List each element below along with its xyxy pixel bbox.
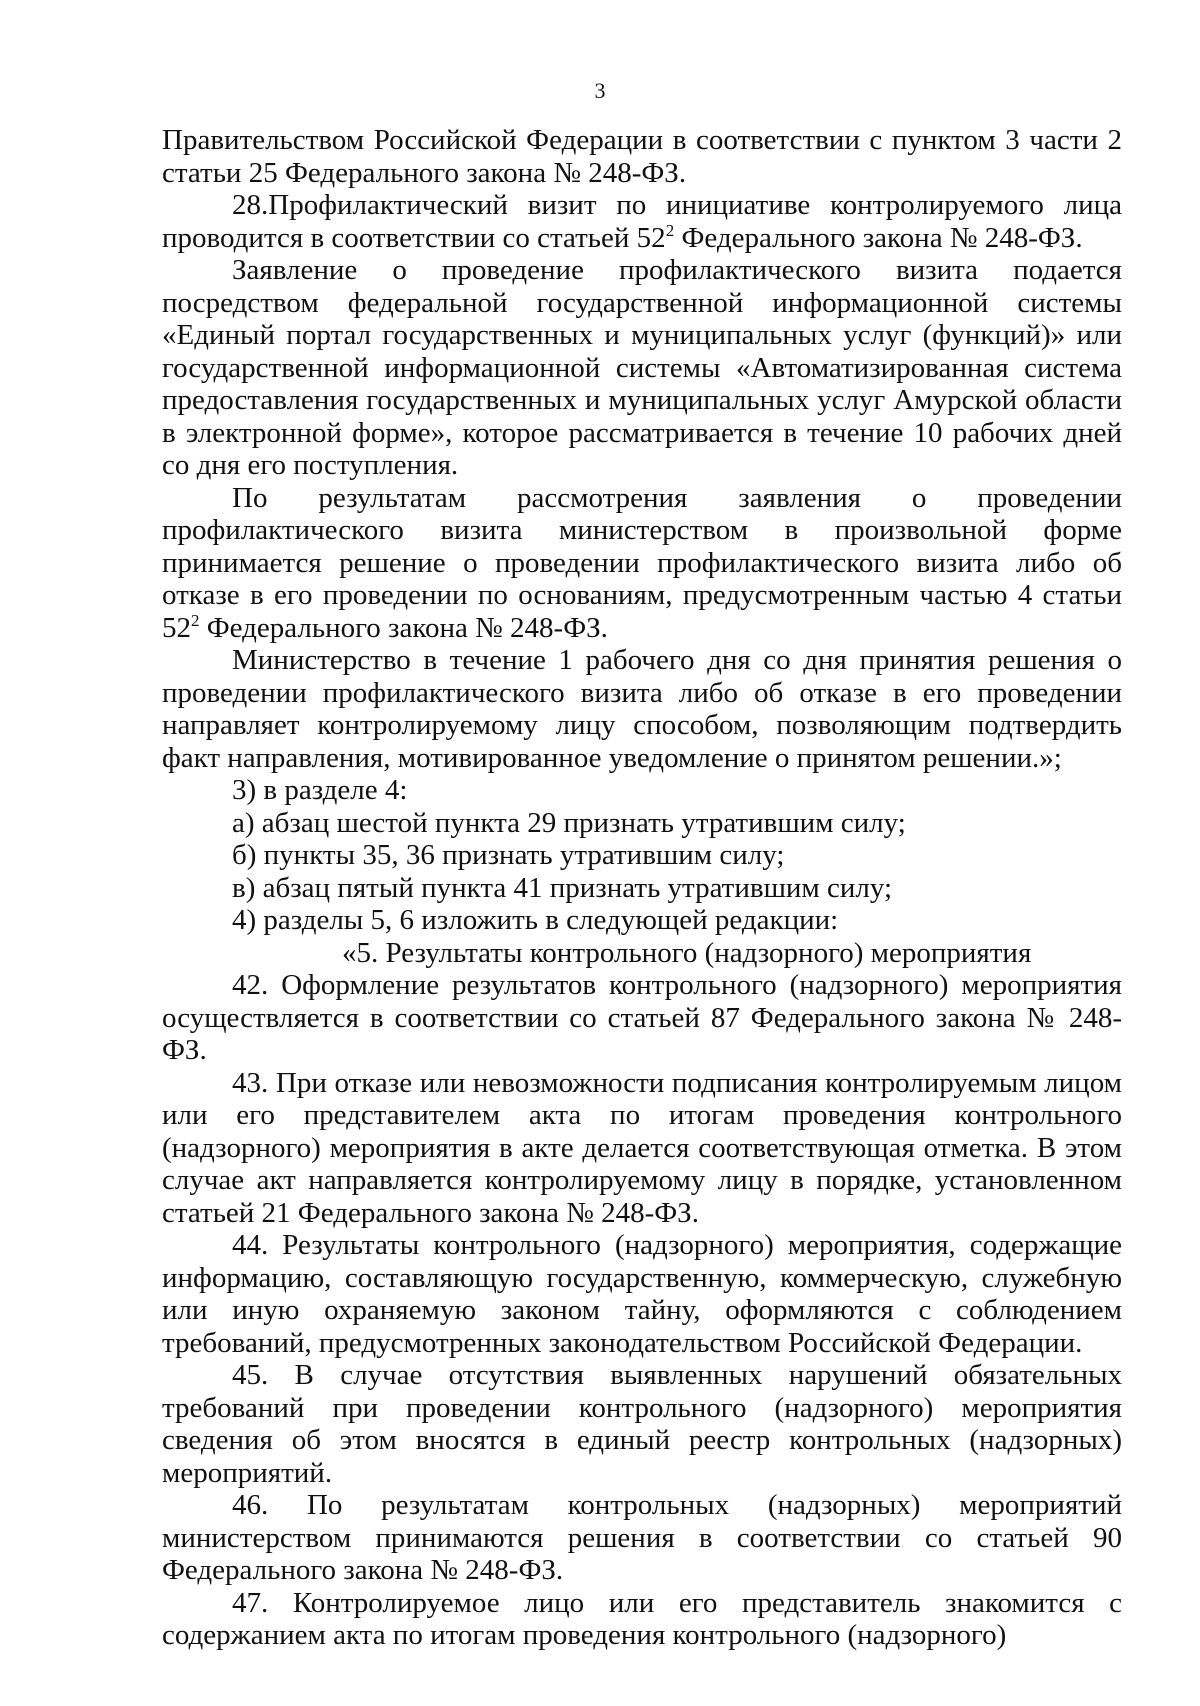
paragraph — [162, 644, 1122, 774]
paragraph — [162, 937, 1122, 970]
paragraph-text: в) абзац пятый пункта 41 признать утратившим силу; — [232, 871, 893, 904]
superscript: 2 — [665, 220, 675, 240]
paragraph — [162, 904, 1122, 937]
paragraph-text: Правительством Российской Федерации в соответствии с пунктом 3 части 2 статьи 25 Федерального закона № 248-ФЗ. — [162, 124, 1122, 189]
paragraph — [162, 1067, 1122, 1230]
paragraph — [162, 1587, 1122, 1652]
paragraph-text: Заявление о проведение профилактического визита подается посредством федеральной государственной информационной системы «Единый портал государственных и муниципальных услуг (функций)» или государственной информационной системы «Автоматизированная система предоставления государственных и муниципальных услуг Амурской области в электронной форме», которое рассматривается в течение 10 рабочих дней со дня его поступления. — [162, 254, 1122, 481]
paragraph-text: 43. При отказе или невозможности подписания контролируемым лицом или его представителем акта по итогам проведения контрольного (надзорного) мероприятия в акте делается соответствующая отметка. В этом случае акт направляется контролируемому лицу в порядке, установленном статьей 21 Федерального закона № 248-ФЗ. — [162, 1066, 1122, 1229]
paragraph — [162, 774, 1122, 807]
document-body — [162, 124, 1122, 1652]
paragraph-text: 3) в разделе 4: — [232, 774, 408, 806]
paragraph-text: 47. Контролируемое лицо или его представитель знакомится с содержанием акта по итогам проведения контрольного (надзорного) — [162, 1586, 1122, 1651]
paragraph-text: 44. Результаты контрольного (надзорного) мероприятия, содержащие информацию, составляющую государственную, коммерческую, служебную или иную охраняемую законом тайну, оформляются с соблюдением требований, предусмотренных законодательством Российской Федерации. — [162, 1229, 1122, 1359]
paragraph — [162, 839, 1122, 872]
paragraph-text: б) пункты 35, 36 признать утратившим силу; — [232, 839, 785, 871]
paragraph-text-continued: Федерального закона № 248-ФЗ. — [199, 611, 608, 644]
paragraph-text: 28.Профилактический визит по инициативе контролируемого лица проводится в соответствии со статьей 52 — [162, 189, 1122, 254]
paragraph — [162, 124, 1122, 189]
paragraph-text: 42. Оформление результатов контрольного (надзорного) мероприятия осуществляется в соответствии со статьей 87 Федерального закона № 248-ФЗ. — [162, 969, 1122, 1066]
paragraph-text: 4) разделы 5, 6 изложить в следующей редакции: — [232, 904, 839, 936]
paragraph-text: По результатам рассмотрения заявления о проведении профилактического визита министерством в произвольной форме принимается решение о проведении профилактического визита либо об отказе в его проведении по основаниям, предусмотренным частью 4 статьи 52 — [162, 481, 1122, 644]
paragraph — [162, 189, 1122, 254]
paragraph — [162, 969, 1122, 1067]
paragraph-text: 45. В случае отсутствия выявленных нарушений обязательных требований при проведении контрольного (надзорного) мероприятия сведения об этом вносятся в единый реестр контрольных (надзорных) мероприятий. — [162, 1359, 1122, 1489]
paragraph — [162, 807, 1122, 840]
paragraph — [162, 482, 1122, 645]
superscript: 2 — [191, 610, 200, 630]
paragraph — [162, 1229, 1122, 1359]
paragraph-text-continued: Федерального закона № 248-ФЗ. — [674, 221, 1083, 254]
paragraph-text: «5. Результаты контрольного (надзорного) мероприятия — [342, 936, 1032, 969]
paragraph — [162, 872, 1122, 905]
paragraph — [162, 1359, 1122, 1489]
paragraph — [162, 1489, 1122, 1587]
paragraph-text: Министерство в течение 1 рабочего дня со дня принятия решения о проведении профилактического визита либо об отказе в его проведении направляет контролируемому лицу способом, позволяющим подтвердить факт направления, мотивированное уведомление о принятом решении.»; — [162, 644, 1122, 774]
paragraph — [162, 254, 1122, 482]
page-number: 3 — [594, 78, 606, 103]
paragraph-text: 46. По результатам контрольных (надзорных) мероприятий министерством принимаются решения в соответствии со статьей 90 Федерального закона № 248-ФЗ. — [162, 1489, 1122, 1586]
paragraph-text: а) абзац шестой пункта 29 признать утратившим силу; — [232, 806, 906, 839]
